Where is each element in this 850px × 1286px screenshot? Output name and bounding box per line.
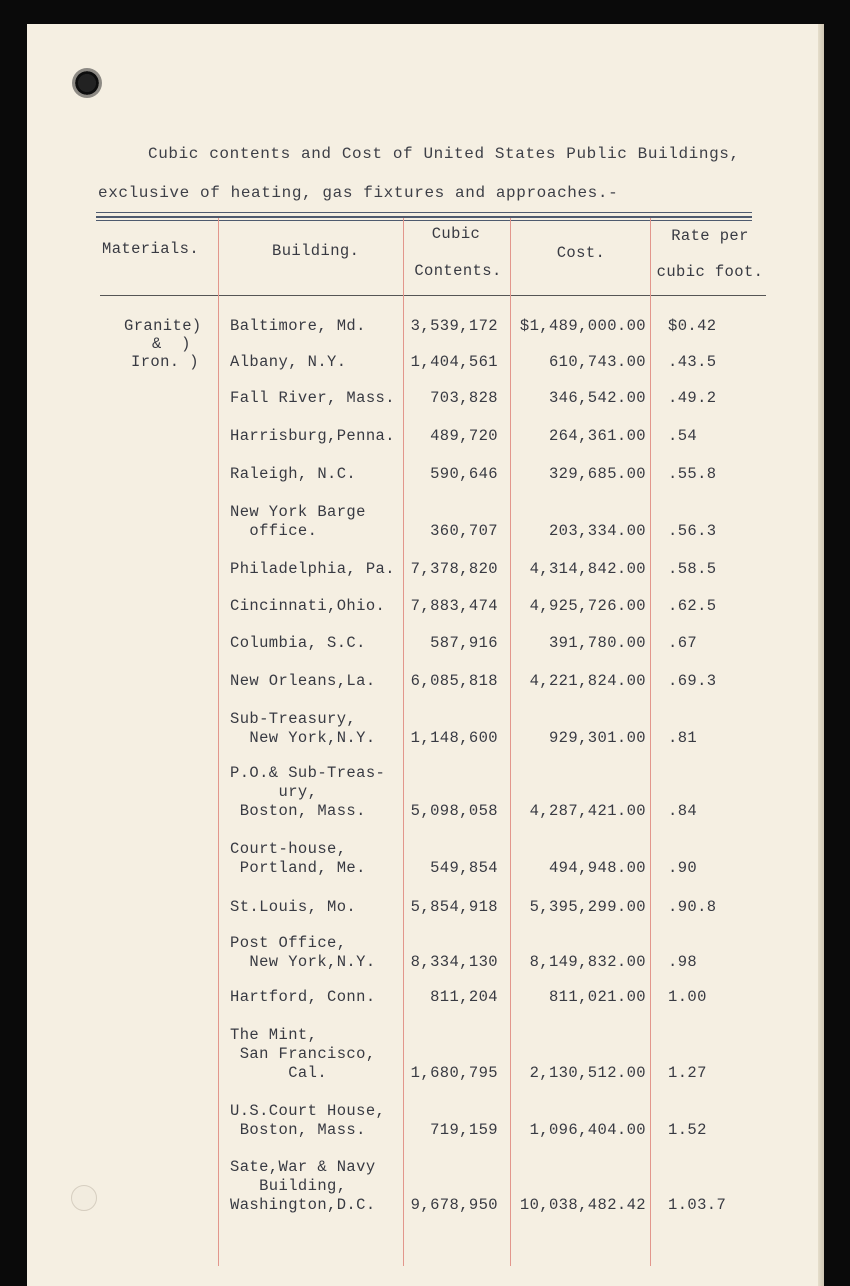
building-name: Cincinnati,Ohio. (230, 597, 386, 615)
header-cubic: Cubic (431, 225, 481, 243)
cost-value: 391,780.00 (548, 634, 646, 652)
material-note-iron: Iron. ) (131, 353, 199, 371)
building-name: Sub-Treasury, (230, 710, 357, 728)
building-name: Cal. (230, 1064, 328, 1082)
cubic-contents: 811,204 (430, 988, 498, 1006)
rate-per-cubic-foot: .54 (668, 427, 698, 445)
header-building: Building. (272, 242, 360, 260)
material-note-granite: Granite) (124, 317, 202, 335)
cubic-contents: 549,854 (430, 859, 498, 877)
building-name: P.O.& Sub-Treas- (230, 764, 386, 782)
building-name: Harrisburg,Penna. (230, 427, 395, 445)
cost-value: 1,096,404.00 (529, 1121, 646, 1139)
header-materials: Materials. (102, 240, 200, 258)
title-line-1: Cubic contents and Cost of United States Public Buildings, (148, 145, 740, 163)
header-rate: Rate per (671, 227, 749, 245)
building-name: Sate,War & Navy (230, 1158, 376, 1176)
cubic-contents: 8,334,130 (410, 953, 498, 971)
building-name: Columbia, S.C. (230, 634, 366, 652)
building-name: The Mint, (230, 1026, 318, 1044)
rate-per-cubic-foot: $0.42 (668, 317, 717, 335)
building-name: Boston, Mass. (230, 1121, 366, 1139)
rate-per-cubic-foot: .90 (668, 859, 698, 877)
rate-per-cubic-foot: .98 (668, 953, 698, 971)
material-note-and: & ) (152, 335, 191, 353)
rate-per-cubic-foot: 1.52 (668, 1121, 707, 1139)
cost-value: 8,149,832.00 (529, 953, 646, 971)
rate-per-cubic-foot: .81 (668, 729, 698, 747)
title-line-2: exclusive of heating, gas fixtures and approaches.- (98, 184, 619, 202)
cubic-contents: 9,678,950 (410, 1196, 498, 1214)
header-cubic-foot: cubic foot. (656, 263, 764, 281)
cost-value: 264,361.00 (548, 427, 646, 445)
cost-value: 329,685.00 (548, 465, 646, 483)
cubic-contents: 5,098,058 (410, 802, 498, 820)
building-name: Baltimore, Md. (230, 317, 366, 335)
building-name: Fall River, Mass. (230, 389, 395, 407)
column-rule-3 (510, 218, 511, 1266)
cost-value: 4,925,726.00 (529, 597, 646, 615)
header-cost: Cost. (556, 244, 606, 262)
rate-per-cubic-foot: .84 (668, 802, 698, 820)
rate-per-cubic-foot: .56.3 (668, 522, 717, 540)
punch-hole (72, 68, 102, 98)
cubic-contents: 6,085,818 (410, 672, 498, 690)
building-name: Building, (230, 1177, 347, 1195)
table-top-rule (96, 216, 752, 218)
rate-per-cubic-foot: .58.5 (668, 560, 717, 578)
building-name: New Orleans,La. (230, 672, 376, 690)
rate-per-cubic-foot: .55.8 (668, 465, 717, 483)
header-contents: Contents. (414, 262, 502, 280)
building-name: New York Barge (230, 503, 366, 521)
rate-per-cubic-foot: 1.00 (668, 988, 707, 1006)
cubic-contents: 3,539,172 (410, 317, 498, 335)
title-underline (96, 212, 752, 213)
cost-value: 10,038,482.42 (519, 1196, 646, 1214)
building-name: San Francisco, (230, 1045, 376, 1063)
building-name: Post Office, (230, 934, 347, 952)
cost-value: 4,221,824.00 (529, 672, 646, 690)
cubic-contents: 360,707 (430, 522, 498, 540)
cost-value: 494,948.00 (548, 859, 646, 877)
cost-value: $1,489,000.00 (519, 317, 646, 335)
rate-per-cubic-foot: .62.5 (668, 597, 717, 615)
cubic-contents: 587,916 (430, 634, 498, 652)
building-name: U.S.Court House, (230, 1102, 386, 1120)
cost-value: 5,395,299.00 (529, 898, 646, 916)
cost-value: 4,314,842.00 (529, 560, 646, 578)
building-name: Hartford, Conn. (230, 988, 376, 1006)
cost-value: 2,130,512.00 (529, 1064, 646, 1082)
rate-per-cubic-foot: 1.03.7 (668, 1196, 727, 1214)
cost-value: 4,287,421.00 (529, 802, 646, 820)
cost-value: 346,542.00 (548, 389, 646, 407)
cubic-contents: 590,646 (430, 465, 498, 483)
rate-per-cubic-foot: .67 (668, 634, 698, 652)
cubic-contents: 703,828 (430, 389, 498, 407)
rate-per-cubic-foot: .90.8 (668, 898, 717, 916)
building-name: ury, (230, 783, 318, 801)
building-name: office. (230, 522, 318, 540)
building-name: Philadelphia, Pa. (230, 560, 395, 578)
document-page (27, 24, 822, 1286)
cubic-contents: 7,883,474 (410, 597, 498, 615)
cubic-contents: 719,159 (430, 1121, 498, 1139)
cubic-contents: 1,680,795 (410, 1064, 498, 1082)
rate-per-cubic-foot: .69.3 (668, 672, 717, 690)
building-name: Albany, N.Y. (230, 353, 347, 371)
cubic-contents: 489,720 (430, 427, 498, 445)
building-name: Portland, Me. (230, 859, 366, 877)
page-edge (818, 24, 824, 1286)
building-name: New York,N.Y. (230, 953, 376, 971)
cubic-contents: 1,148,600 (410, 729, 498, 747)
building-name: Raleigh, N.C. (230, 465, 357, 483)
cubic-contents: 7,378,820 (410, 560, 498, 578)
cost-value: 610,743.00 (548, 353, 646, 371)
punch-hole-faint (71, 1185, 97, 1211)
building-name: Washington,D.C. (230, 1196, 376, 1214)
building-name: Boston, Mass. (230, 802, 366, 820)
building-name: Court-house, (230, 840, 347, 858)
table-top-rule-2 (96, 220, 752, 221)
building-name: St.Louis, Mo. (230, 898, 357, 916)
cubic-contents: 5,854,918 (410, 898, 498, 916)
rate-per-cubic-foot: .49.2 (668, 389, 717, 407)
building-name: New York,N.Y. (230, 729, 376, 747)
cost-value: 203,334.00 (548, 522, 646, 540)
rate-per-cubic-foot: .43.5 (668, 353, 717, 371)
cubic-contents: 1,404,561 (410, 353, 498, 371)
cost-value: 929,301.00 (548, 729, 646, 747)
rate-per-cubic-foot: 1.27 (668, 1064, 707, 1082)
cost-value: 811,021.00 (548, 988, 646, 1006)
header-bottom-rule (100, 295, 766, 296)
column-rule-1 (218, 218, 219, 1266)
column-rule-4 (650, 218, 651, 1266)
